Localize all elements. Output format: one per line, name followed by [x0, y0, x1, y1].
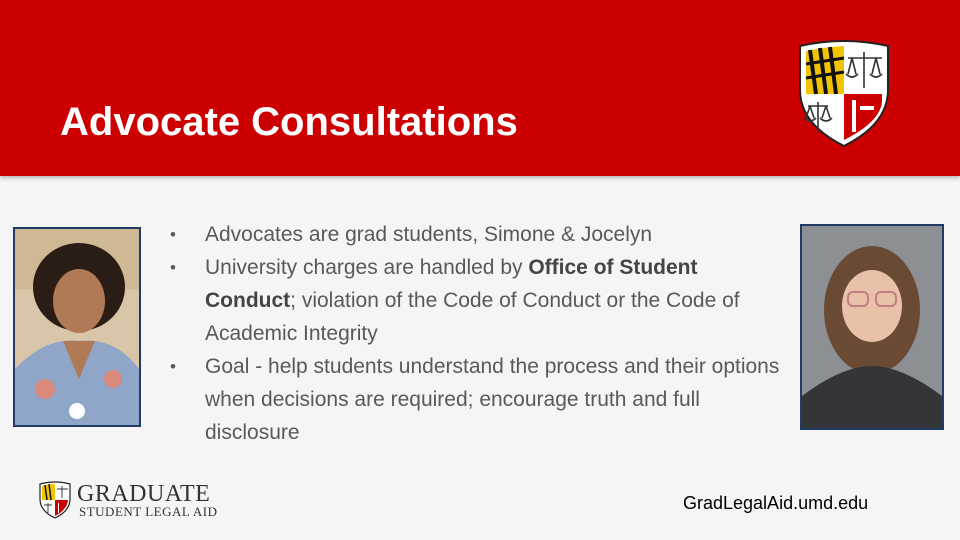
bullet-icon: •: [170, 258, 176, 277]
shield-crest-icon: [38, 481, 72, 519]
graduate-student-legal-aid-logo: [38, 481, 238, 521]
advocate-photo-left: [13, 227, 141, 427]
bullet-text: Advocates are grad students, Simone & Jocelyn: [205, 223, 653, 246]
website-link[interactable]: GradLegalAid.umd.edu: [683, 493, 869, 513]
bullet-item: [170, 218, 780, 251]
bullet-text: University charges are handled by: [205, 256, 529, 279]
logo-sub-text: STUDENT LEGAL AID: [79, 504, 218, 519]
shield-crest-icon: [796, 40, 892, 148]
person-photo-icon: [15, 229, 139, 425]
header-banner: [0, 0, 960, 176]
advocate-photo-right: [800, 224, 944, 430]
bullet-icon: •: [170, 225, 176, 244]
bullet-icon: •: [170, 357, 176, 376]
bullet-item: [170, 350, 780, 449]
bullet-text: ; violation of the Code of Conduct or the Code of Academic Integrity: [205, 289, 740, 345]
bullet-text-bold: Office of Student Conduct: [205, 256, 698, 312]
bullet-item: [170, 251, 780, 350]
logo-main-text: GRADUATE: [77, 481, 211, 507]
bullet-list: [170, 218, 780, 449]
bullet-text: Goal - help students understand the process and their options when decisions are required; encourage truth and full disclosure: [205, 355, 780, 444]
page-title: Advocate Consultations: [60, 100, 518, 144]
person-photo-icon: [802, 226, 942, 428]
